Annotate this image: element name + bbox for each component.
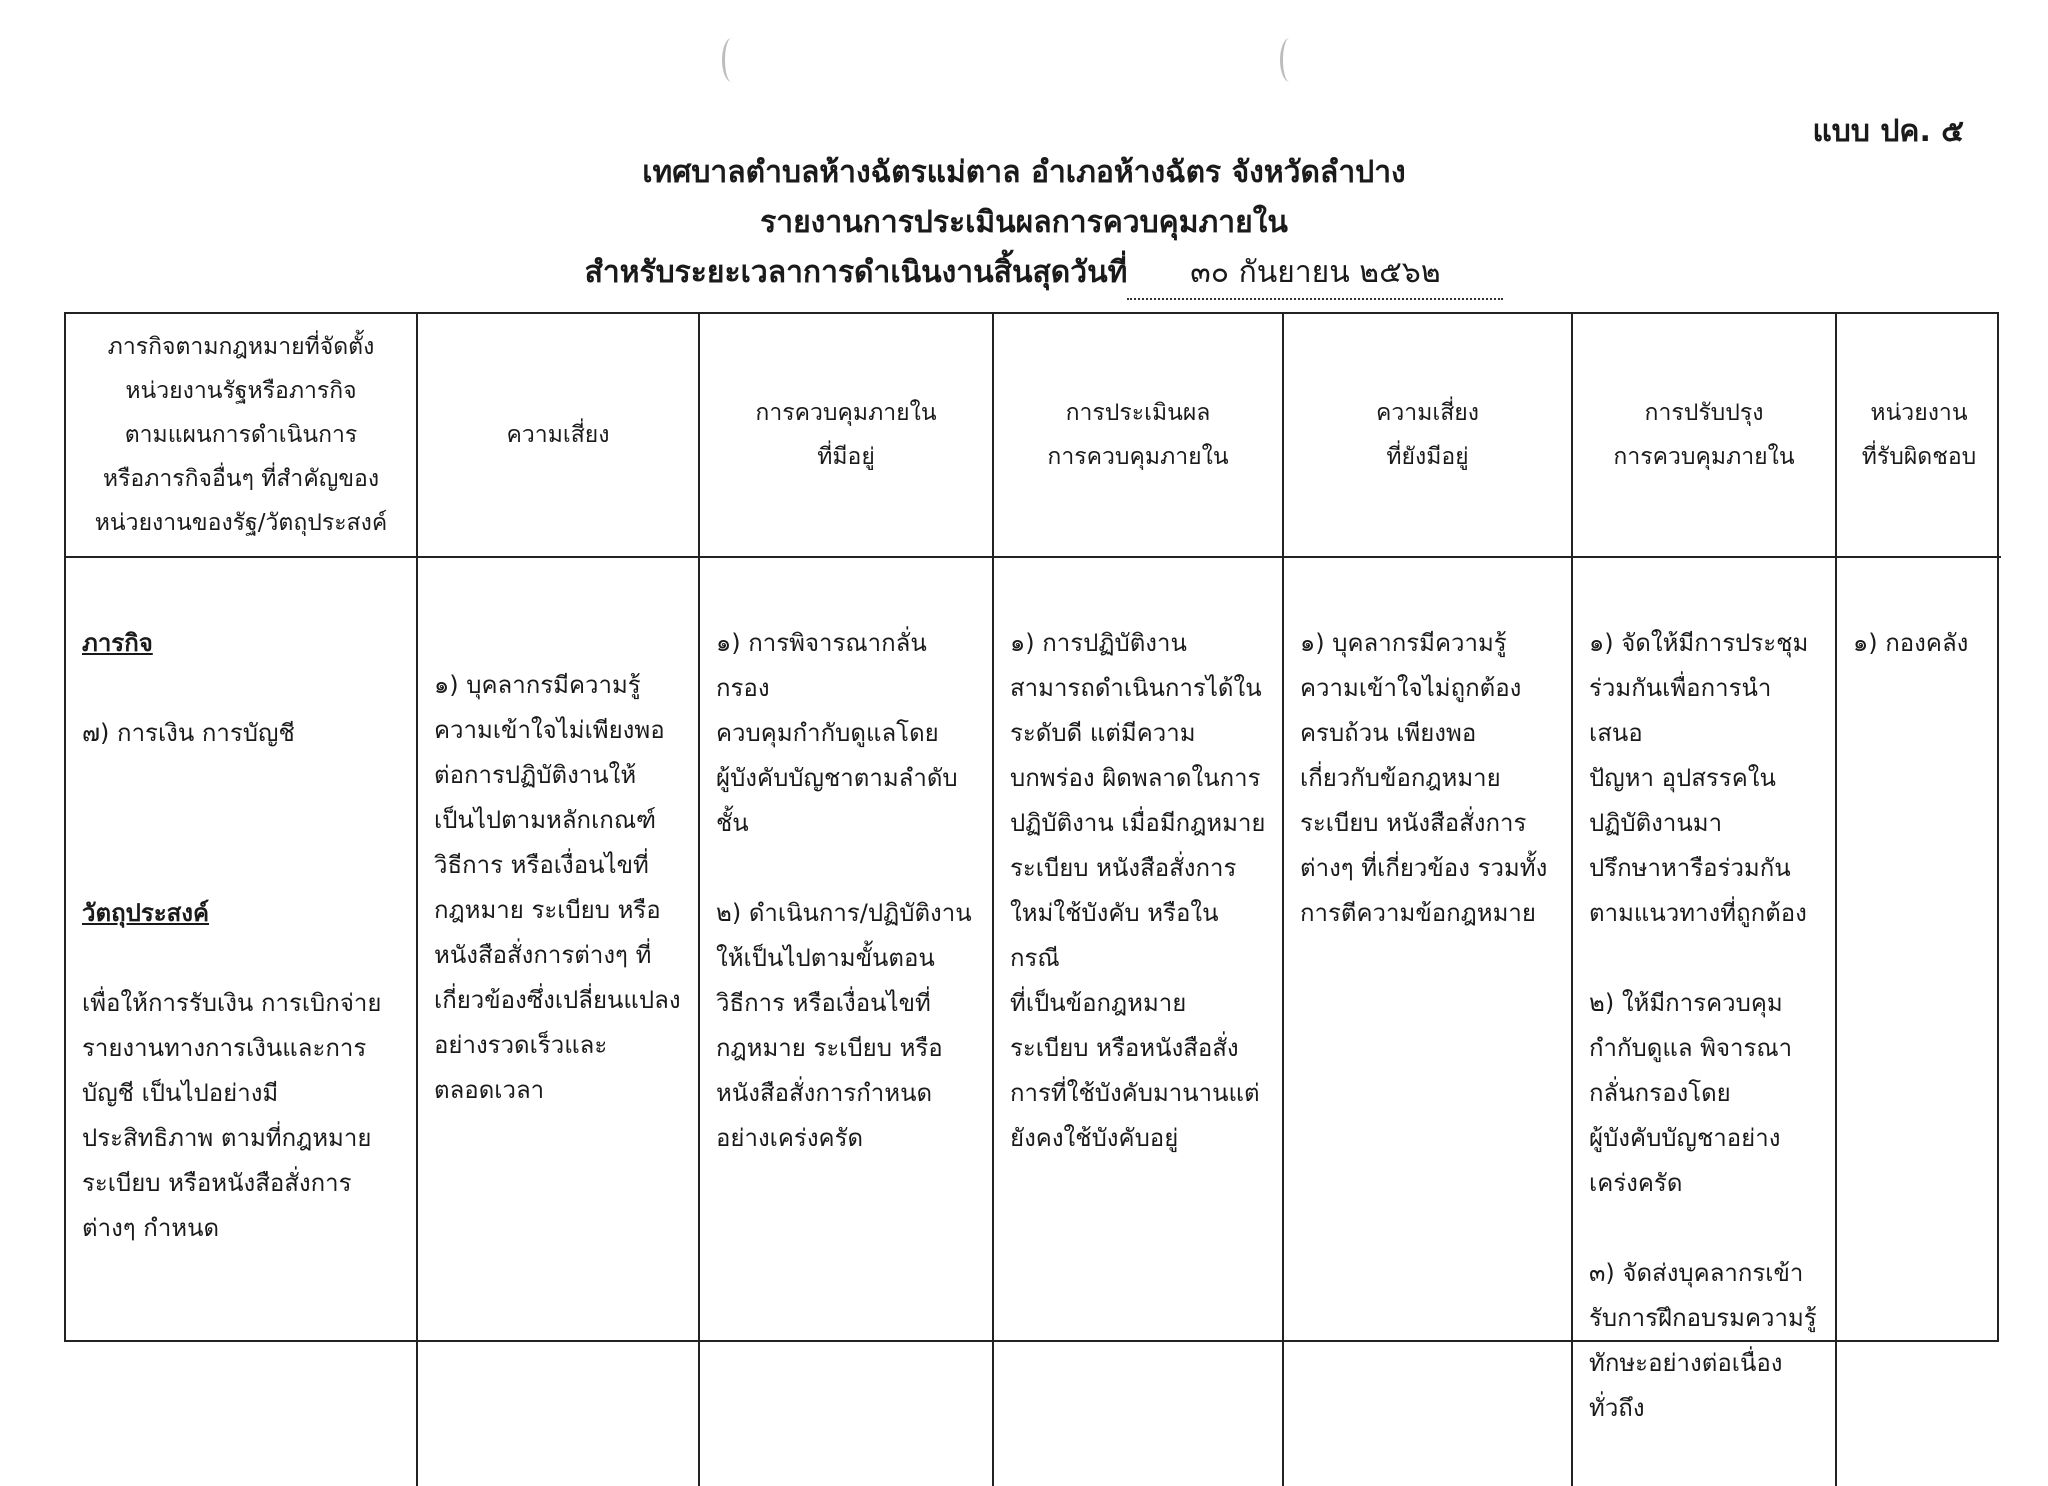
cell-mission-objective [66, 558, 418, 1486]
period-label: สำหรับระยะเวลาการดำเนินงานสิ้นสุดวันที่ [584, 255, 1128, 290]
document-header [0, 148, 2048, 300]
cell-risk [418, 558, 700, 1486]
control-item: ๑) การพิจารณากลั่นกรอง ควบคุมกำกับดูแลโดย ผู้บังคับบัญชาตามลำดับ ชั้น [716, 629, 958, 837]
remaining-risk-text: ๑) บุคลากรมีความรู้ ความเข้าใจไม่ถูกต้อง ครบถ้วน เพียงพอ เกี่ยวกับข้อกฎหมาย ระเบียบ หนังสือสั่งการ ต่างๆ ที่เกี่ยวข้อง รวมทั้ง การตีความข้อกฎหมาย [1300, 629, 1548, 927]
responsible-unit-text: ๑) กองคลัง [1853, 629, 1969, 657]
evaluation-table [64, 312, 1999, 1422]
title-period [20, 248, 2048, 300]
mission-heading: ภารกิจ [82, 629, 153, 657]
form-code: แบบ ปค. ๕ [1812, 114, 1964, 149]
improvement-item: ๑) จัดให้มีการประชุม ร่วมกันเพื่อการนำเสนอ ปัญหา อุปสรรคใน ปฏิบัติงานมา ปรึกษาหารือร่วมกัน ตามแนวทางที่ถูกต้อง [1589, 629, 1809, 927]
header-evaluation: การประเมินผล การควบคุมภายใน [994, 314, 1284, 558]
header-improvement: การปรับปรุง การควบคุมภายใน [1573, 314, 1837, 558]
evaluation-text: ๑) การปฏิบัติงาน สามารถดำเนินการได้ใน ระดับดี แต่มีความ บกพร่อง ผิดพลาดในการ ปฏิบัติงาน เมื่อมีกฎหมาย ระเบียบ หนังสือสั่งการ ใหม่ใช้บังคับ หรือในกรณี ที่เป็นข้อกฎหมาย ระเบียบ หรือหนังสือสั่ง การที่ใช้บังคับมานานแต่ ยังคงใช้บังคับอยู่ [1010, 629, 1266, 1152]
cell-remaining-risk [1284, 558, 1573, 1486]
risk-text: ๑) บุคลากรมีความรู้ ความเข้าใจไม่เพียงพอ ต่อการปฏิบัติงานให้ เป็นไปตามหลักเกณฑ์ วิธีการ หรือเงื่อนไขที่ กฎหมาย ระเบียบ หรือ หนังสือสั่งการต่างๆ ที่ เกี่ยวข้องซึ่งเปลี่ยนแปลง อย่างรวดเร็วและ ตลอดเวลา [434, 671, 681, 1104]
cell-evaluation [994, 558, 1284, 1486]
period-date: ๓๐ กันยายน ๒๕๖๒ [1127, 248, 1503, 300]
objective-text: เพื่อให้การรับเงิน การเบิกจ่าย รายงานทางการเงินและการ บัญชี เป็นไปอย่างมี ประสิทธิภาพ ตามที่กฎหมาย ระเบียบ หรือหนังสือสั่งการ ต่างๆ กำหนด [82, 989, 382, 1242]
header-responsible-unit: หน่วยงาน ที่รับผิดชอบ [1837, 314, 2001, 558]
title-report: รายงานการประเมินผลการควบคุมภายใน [760, 205, 1288, 240]
cell-improvement [1573, 558, 1837, 1486]
improvement-item: ๒) ให้มีการควบคุม กำกับดูแล พิจารณา กลั่นกรองโดย ผู้บังคับบัญชาอย่าง เคร่งครัด [1589, 989, 1793, 1197]
header-mission-objective: ภารกิจตามกฎหมายที่จัดตั้ง หน่วยงานรัฐหรือภารกิจ ตามแผนการดำเนินการ หรือภารกิจอื่นๆ ที่สำคัญของ หน่วยงานของรัฐ/วัตถุประสงค์ [66, 314, 418, 558]
punch-hole-mark [722, 38, 741, 82]
title-organization: เทศบาลตำบลห้างฉัตรแม่ตาล อำเภอห้างฉัตร จังหวัดลำปาง [642, 155, 1406, 190]
punch-hole-mark [1280, 38, 1299, 82]
header-risk: ความเสี่ยง [418, 314, 700, 558]
header-existing-control: การควบคุมภายใน ที่มีอยู่ [700, 314, 994, 558]
mission-text: ๗) การเงิน การบัญชี [82, 719, 295, 747]
cell-existing-control [700, 558, 994, 1486]
header-remaining-risk: ความเสี่ยง ที่ยังมีอยู่ [1284, 314, 1573, 558]
cell-responsible-unit [1837, 558, 2001, 1486]
control-item: ๒) ดำเนินการ/ปฏิบัติงาน ให้เป็นไปตามขั้นตอน วิธีการ หรือเงื่อนไขที่ กฎหมาย ระเบียบ หรือ หนังสือสั่งการกำหนด อย่างเคร่งครัด [716, 899, 972, 1152]
objective-heading: วัตถุประสงค์ [82, 899, 210, 927]
improvement-item: ๓) จัดส่งบุคลากรเข้า รับการฝึกอบรมความรู้ ทักษะอย่างต่อเนื่อง ทั่วถึง [1589, 1259, 1817, 1422]
